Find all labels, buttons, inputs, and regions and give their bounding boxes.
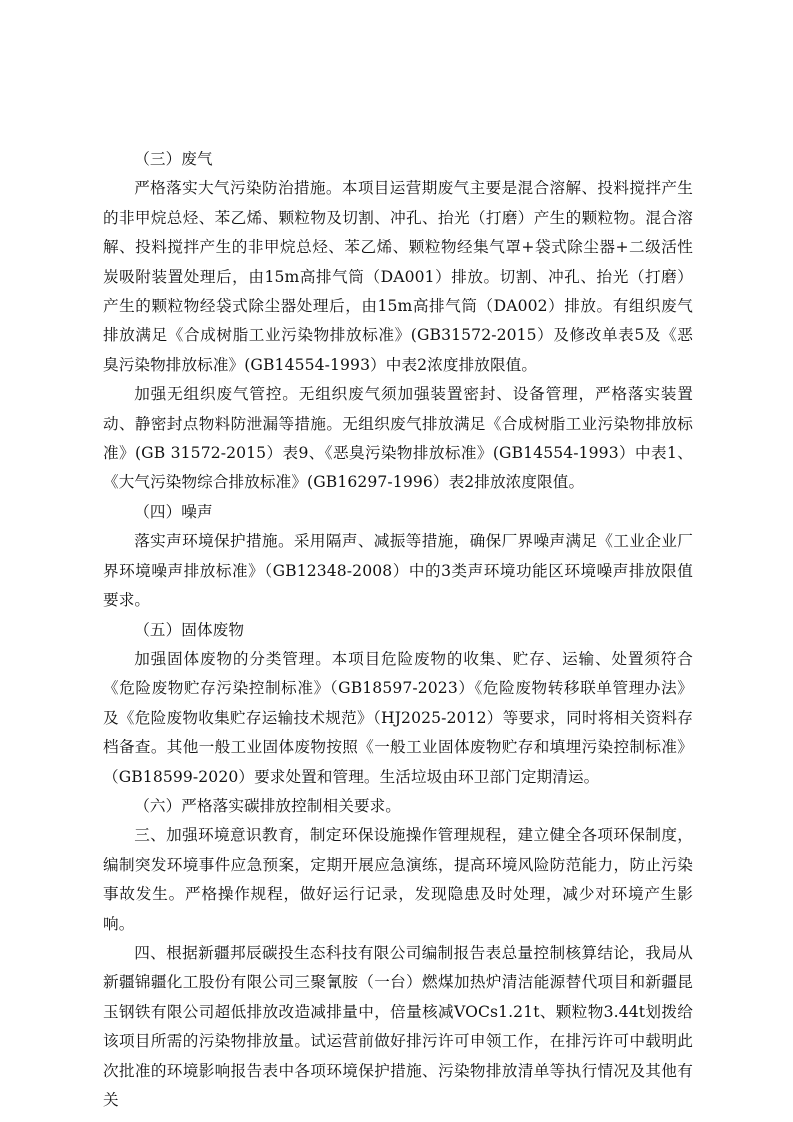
section-heading-noise: （四）噪声 bbox=[134, 502, 213, 521]
paragraph-emission-quota: 四、根据新疆邦辰碳投生态科技有限公司编制报告表总量控制核算结论，我局从新疆锦疆化工股份有限公司三聚氰胺（一台）燃煤加热炉清洁能源替代项目和新疆昆玉钢铁有限公司超低排放改造减排量中，倍量核减VOCs1.21t、颗粒物3.44t划拨给该项目所需的污染物排放量。试运营前做好排污许可申领工作，在排污许可中载明此次批准的环境影响报告表中各项环境保护措施、污染物排放清单等执行情况及其他有关 bbox=[103, 943, 693, 1109]
paragraph-fugitive-gas-control: 加强无组织废气管控。无组织废气须加强装置密封、设备管理，严格落实装置动、静密封点物料防泄漏等措施。无组织废气排放满足《合成树脂工业污染物排放标准》(GB 31572-2015）表9、《恶臭污染物排放标准》(GB14554-1993）中表1、《大气污染物综合排放标准》(GB16297-1996）表2排放浓度限值。 bbox=[103, 385, 693, 492]
document-body bbox=[103, 145, 693, 1115]
section-heading-carbon-emission: （六）严格落实碳排放控制相关要求。 bbox=[134, 796, 401, 815]
paragraph-noise-control: 落实声环境保护措施。采用隔声、减振等措施，确保厂界噪声满足《工业企业厂界环境噪声排放标准》（GB12348-2008）中的3类声环境功能区环境噪声排放限值要求。 bbox=[103, 532, 693, 610]
paragraph-solid-waste-management: 加强固体废物的分类管理。本项目危险废物的收集、贮存、运输、处置须符合《危险废物贮存污染控制标准》（GB18597-2023）《危险废物转移联单管理办法》及《危险废物收集贮存运输技术规范》（HJ2025-2012）等要求，同时将相关资料存档备查。其他一般工业固体废物按照《一般工业固体废物贮存和填埋污染控制标准》（GB18599-2020）要求处置和管理。生活垃圾由环卫部门定期清运。 bbox=[103, 649, 693, 786]
paragraph-environmental-education: 三、加强环境意识教育，制定环保设施操作管理规程，建立健全各项环保制度，编制突发环境事件应急预案，定期开展应急演练，提高环境风险防范能力，防止污染事故发生。严格操作规程，做好运行记录，发现隐患及时处理，减少对环境产生影响。 bbox=[103, 826, 693, 933]
paragraph-air-pollution-control: 严格落实大气污染防治措施。本项目运营期废气主要是混合溶解、投料搅拌产生的非甲烷总烃、苯乙烯、颗粒物及切割、冲孔、抬光（打磨）产生的颗粒物。混合溶解、投料搅拌产生的非甲烷总烃、苯乙烯、颗粒物经集气罩+袋式除尘器+二级活性炭吸附装置处理后，由15m高排气筒（DA001）排放。切割、冲孔、抬光（打磨）产生的颗粒物经袋式除尘器处理后，由15m高排气筒（DA002）排放。有组织废气排放满足《合成树脂工业污染物排放标准》(GB31572-2015）及修改单表5及《恶臭污染物排放标准》(GB14554-1993）中表2浓度排放限值。 bbox=[103, 179, 693, 374]
section-heading-solid-waste: （五）固体废物 bbox=[134, 620, 245, 639]
section-heading-waste-gas: （三）废气 bbox=[134, 150, 213, 168]
